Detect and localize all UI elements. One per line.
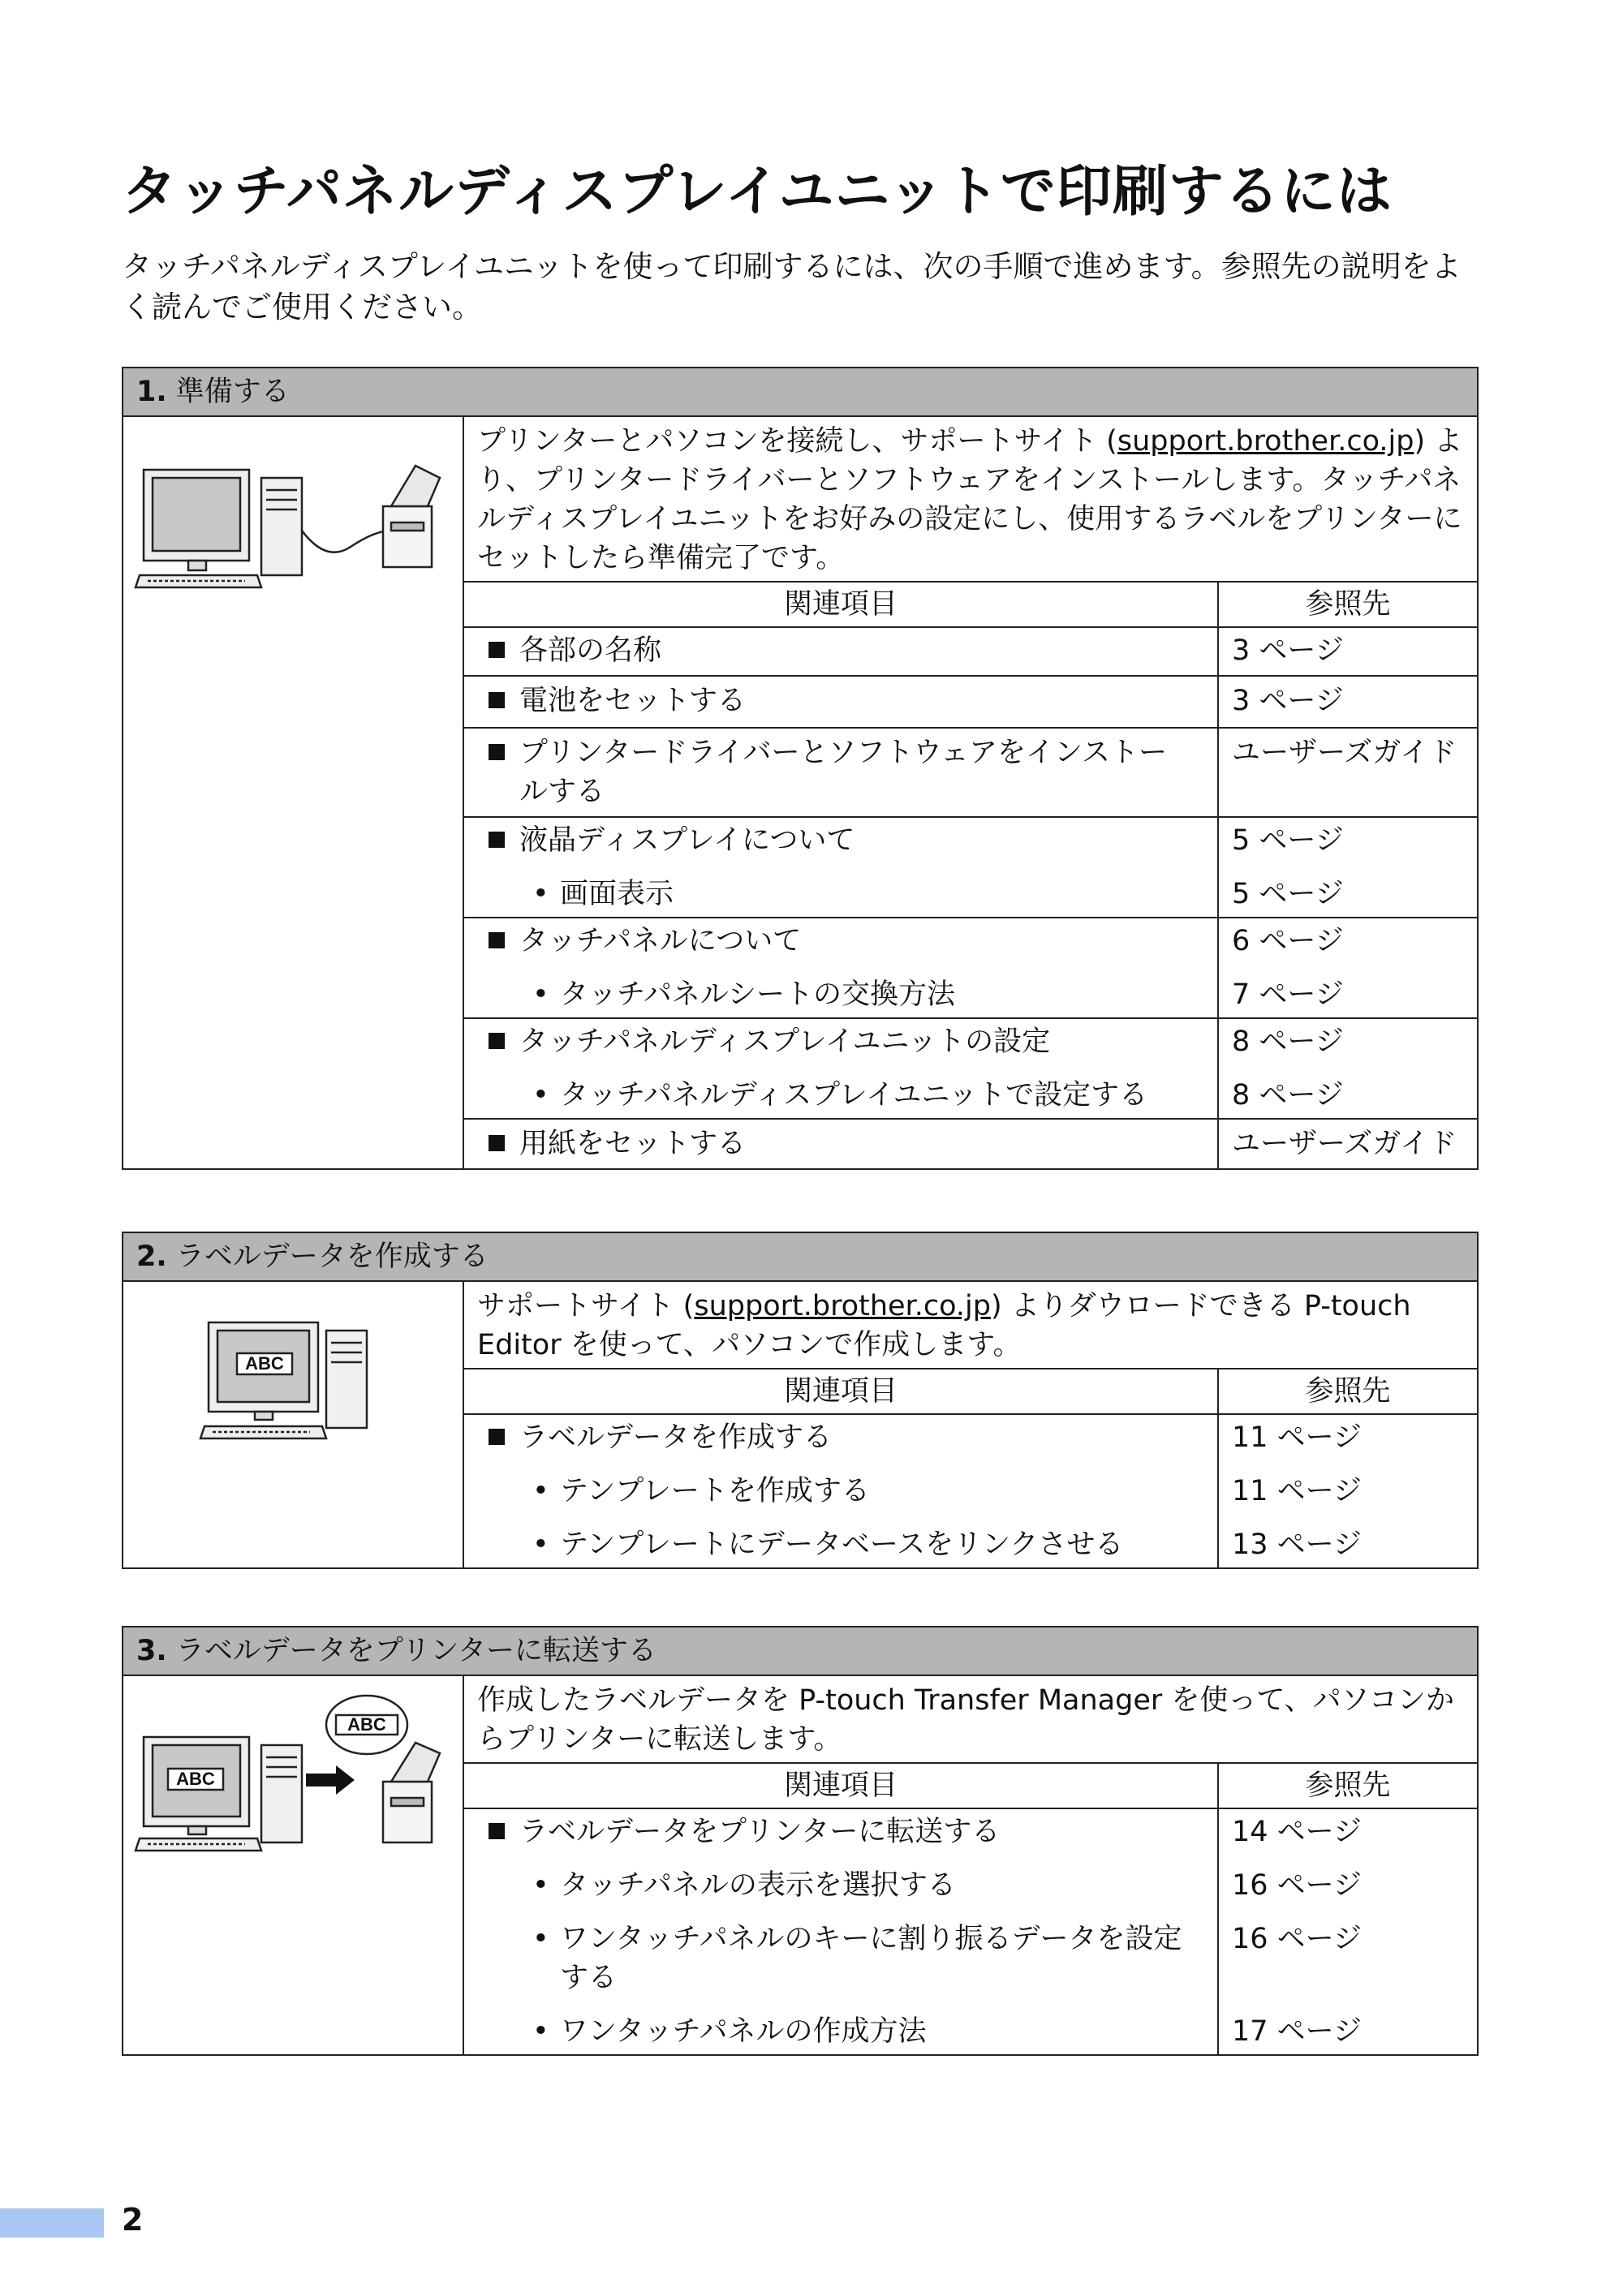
- section-header: [123, 368, 1477, 417]
- item-ref: 16 ページ: [1232, 1869, 1362, 1902]
- table-header: [464, 1764, 1477, 1809]
- bullet-icon: •: [532, 1529, 549, 1561]
- item-label: 液晶ディスプレイについて: [519, 824, 855, 857]
- item-ref: ユーザーズガイド: [1232, 737, 1457, 769]
- desc-text: サポートサイト (: [477, 1290, 695, 1322]
- item-label: ラベルデータをプリンターに転送する: [519, 1816, 1001, 1848]
- support-link[interactable]: support.brother.co.jp: [694, 1290, 991, 1322]
- item-ref: 8 ページ: [1232, 1025, 1344, 1058]
- bullet-icon: •: [532, 1079, 549, 1111]
- arrow-right-icon: [306, 1765, 355, 1795]
- table-header: [464, 1369, 1477, 1415]
- table-row: [464, 677, 1477, 729]
- table-row: [464, 628, 1477, 677]
- pc-printer-illustration: [123, 417, 464, 1168]
- section-header: [123, 1627, 1477, 1676]
- related-header: 関連項目: [464, 1764, 1219, 1808]
- item-ref: 11 ページ: [1232, 1421, 1362, 1454]
- section-create-label: [122, 1232, 1479, 1569]
- item-ref: 7 ページ: [1232, 978, 1344, 1011]
- item-label: プリンタードライバーとソフトウェアをインストールする: [519, 737, 1168, 808]
- bubble-label-text: ABC: [347, 1714, 386, 1735]
- reference-header: 参照先: [1305, 1769, 1391, 1802]
- item-label: タッチパネルディスプレイユニットの設定: [519, 1025, 1051, 1058]
- table-row: [464, 1809, 1477, 2054]
- item-ref: 6 ページ: [1232, 925, 1344, 957]
- section-title: ラベルデータを作成する: [175, 1240, 489, 1273]
- bullet-icon: •: [532, 978, 549, 1011]
- item-label: 各部の名称: [519, 634, 662, 667]
- item-ref: ユーザーズガイド: [1232, 1128, 1457, 1160]
- item-label: タッチパネルシートの交換方法: [560, 978, 956, 1011]
- screen-label-text: ABC: [245, 1353, 284, 1374]
- square-bullet-icon: [489, 1429, 505, 1445]
- item-label: 用紙をセットする: [519, 1128, 746, 1160]
- related-header: 関連項目: [464, 1369, 1219, 1413]
- desc-text: ) よりダウロードできる P-touch Editor を使って、パソコンで作成します。: [477, 1290, 1411, 1361]
- item-ref: 3 ページ: [1232, 685, 1344, 717]
- page-tab-marker: [0, 2208, 104, 2238]
- section-description: [464, 1282, 1477, 1369]
- item-label: ワンタッチパネルの作成方法: [560, 2015, 927, 2048]
- square-bullet-icon: [489, 832, 505, 848]
- item-ref: 5 ページ: [1232, 824, 1344, 857]
- item-ref: 14 ページ: [1232, 1816, 1362, 1848]
- page-number: 2: [122, 2202, 144, 2238]
- section-prepare: [122, 367, 1479, 1170]
- section-header: [123, 1233, 1477, 1282]
- square-bullet-icon: [489, 744, 505, 760]
- reference-header: 参照先: [1305, 1375, 1391, 1408]
- square-bullet-icon: [489, 932, 505, 948]
- bullet-icon: •: [532, 1475, 549, 1507]
- square-bullet-icon: [489, 1823, 505, 1839]
- square-bullet-icon: [489, 692, 505, 708]
- item-ref: 16 ページ: [1232, 1923, 1362, 1955]
- screen-label-text: ABC: [176, 1769, 215, 1789]
- item-label: タッチパネルの表示を選択する: [560, 1869, 956, 1902]
- bullet-icon: •: [532, 1923, 549, 1955]
- related-header: 関連項目: [464, 583, 1219, 626]
- table-row: [464, 1415, 1477, 1567]
- desc-text: ) より、プリンタードライバーとソフトウェアをインストールします。タッチパネルディスプレイユニットをお好みの設定にし、使用するラベルをプリンターにセットしたら準備完了です。: [477, 425, 1463, 574]
- item-label: テンプレートを作成する: [560, 1475, 870, 1507]
- intro-text: タッチパネルディスプレイユニットを使って印刷するには、次の手順で進めます。参照先の説明をよく読んでご使用ください。: [122, 249, 1462, 325]
- table-row: [464, 729, 1477, 818]
- item-label: 電池をセットする: [519, 685, 746, 717]
- square-bullet-icon: [489, 1135, 505, 1151]
- item-label: ワンタッチパネルのキーに割り振るデータを設定する: [560, 1923, 1182, 1994]
- section-number: 3.: [136, 1635, 167, 1667]
- item-ref: 11 ページ: [1232, 1475, 1362, 1507]
- bullet-icon: •: [532, 1869, 549, 1902]
- page-title: タッチパネルディスプレイユニットで印刷するには: [122, 160, 1393, 224]
- item-ref: 13 ページ: [1232, 1529, 1362, 1561]
- item-label: ラベルデータを作成する: [519, 1421, 833, 1454]
- bullet-icon: •: [532, 2015, 549, 2048]
- item-label: タッチパネルディスプレイユニットで設定する: [560, 1079, 1148, 1111]
- section-title: ラベルデータをプリンターに転送する: [175, 1635, 657, 1667]
- support-link[interactable]: support.brother.co.jp: [1117, 425, 1414, 458]
- table-row: [464, 918, 1477, 1019]
- section-number: 2.: [136, 1240, 167, 1273]
- item-ref: 17 ページ: [1232, 2015, 1362, 2048]
- square-bullet-icon: [489, 642, 505, 658]
- table-header: [464, 583, 1477, 628]
- table-row: [464, 818, 1477, 918]
- transfer-illustration: [123, 1676, 464, 2054]
- bullet-icon: •: [532, 878, 549, 910]
- section-number: 1.: [136, 376, 167, 408]
- item-label: 画面表示: [560, 878, 674, 910]
- item-label: タッチパネルについて: [519, 925, 802, 957]
- desc-text: プリンターとパソコンを接続し、サポートサイト (: [477, 425, 1117, 458]
- square-bullet-icon: [489, 1033, 505, 1049]
- table-row: [464, 1120, 1477, 1168]
- pc-illustration: [123, 1282, 464, 1567]
- section-description: 作成したラベルデータを P-touch Transfer Manager を使って、パソコンからプリンターに転送します。: [464, 1676, 1477, 1764]
- item-label: テンプレートにデータベースをリンクさせる: [560, 1529, 1124, 1561]
- item-ref: 3 ページ: [1232, 634, 1344, 667]
- section-transfer: [122, 1626, 1479, 2056]
- reference-header: 参照先: [1305, 588, 1391, 621]
- section-title: 準備する: [175, 376, 290, 408]
- item-ref: 5 ページ: [1232, 878, 1344, 910]
- table-row: [464, 1019, 1477, 1120]
- item-ref: 8 ページ: [1232, 1079, 1344, 1111]
- section-description: [464, 417, 1477, 583]
